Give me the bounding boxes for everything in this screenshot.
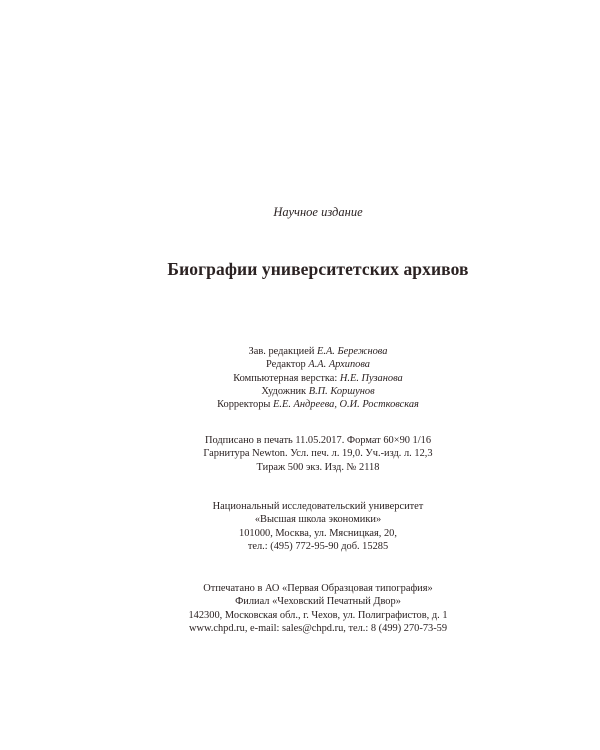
- printer-block: [0, 582, 600, 635]
- publisher-block: [0, 500, 600, 553]
- print-info-line: Тираж 500 экз. Изд. № 2118: [256, 461, 380, 473]
- credit-line: [0, 385, 600, 398]
- credit-name: А.А. Архипова: [308, 359, 370, 371]
- publisher-line: 101000, Москва, ул. Мясницкая, 20,: [239, 527, 397, 539]
- publisher-line: тел.: (495) 772-95-90 доб. 15285: [247, 540, 389, 552]
- credit-name: Е.Е. Андреева, О.И. Ростковская: [273, 399, 419, 411]
- printer-line: Филиал «Чеховский Печатный Двор»: [235, 596, 401, 608]
- publisher-line: Национальный исследовательский университет: [212, 501, 424, 512]
- credit-name: Н.Е. Пузанова: [339, 372, 403, 384]
- print-info-line: Подписано в печать 11.05.2017. Формат 60×90 1/16: [204, 435, 432, 446]
- credits-block: [0, 345, 600, 411]
- publisher-line: «Высшая школа экономики»: [254, 514, 382, 526]
- credit-role: Зав. редакцией: [248, 346, 315, 357]
- credit-line: [0, 372, 600, 385]
- credit-line: [0, 345, 600, 358]
- credit-role: Редактор: [266, 359, 306, 371]
- print-info-block: [0, 434, 600, 474]
- printer-line: www.chpd.ru, e-mail: sales@chpd.ru, тел.: 8 (499) 270-73-59: [188, 622, 448, 634]
- credit-line: [0, 398, 600, 411]
- printer-line: Отпечатано в АО «Первая Образцовая типография»: [203, 583, 433, 594]
- credit-name: Е.А. Бережнова: [317, 346, 388, 357]
- book-title: Биографии университетских архивов: [167, 259, 469, 279]
- edition-type: Научное издание: [273, 205, 363, 219]
- print-info-line: Гарнитура Newton. Усл. печ. л. 19,0. Уч.-изд. л. 12,3: [203, 448, 433, 460]
- credit-role: Корректоры: [217, 399, 271, 411]
- credit-role: Компьютерная верстка:: [233, 372, 338, 384]
- credit-line: [0, 358, 600, 371]
- printer-line: 142300, Московская обл., г. Чехов, ул. Полиграфистов, д. 1: [188, 609, 448, 621]
- credit-role: Художник: [261, 385, 307, 397]
- credit-name: В.П. Коршунов: [308, 385, 375, 397]
